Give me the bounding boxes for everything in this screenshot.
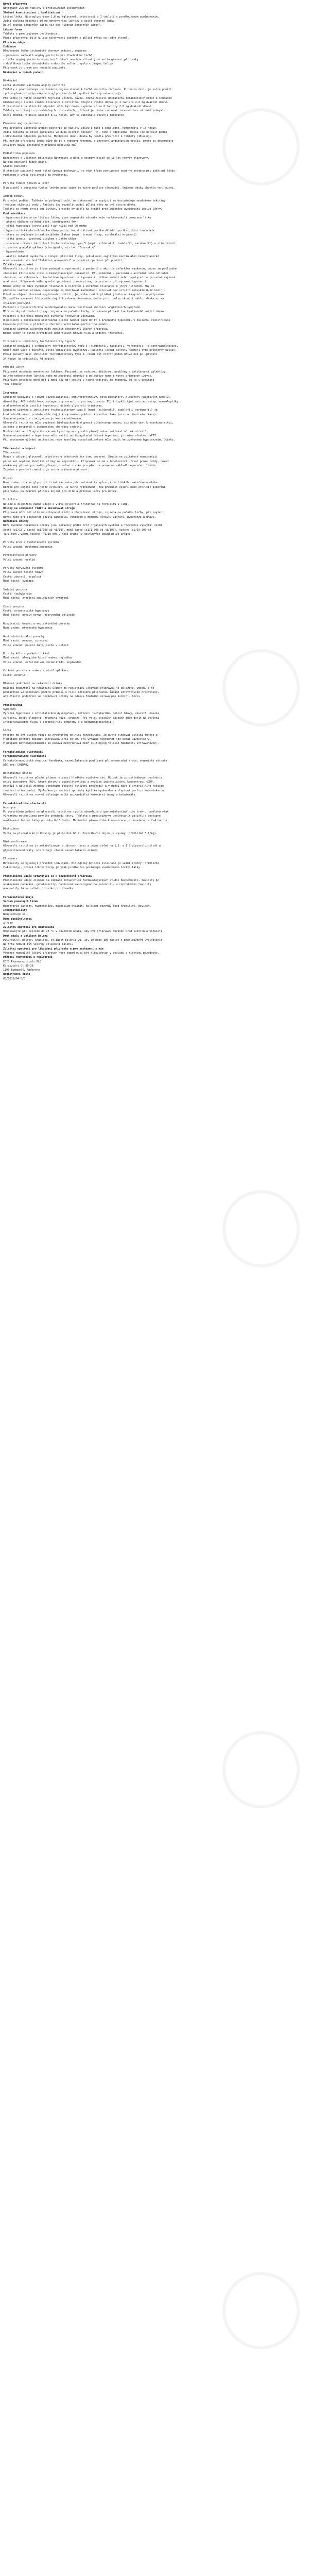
text-line: Velmi časté: bolest hlavy [3,571,43,574]
text-line: Časté: ortostatická hypotenze [3,609,49,613]
text-line: - hypovolémie [3,250,24,254]
text-line: Poruchy kůže a podkožní tkáně [3,652,49,656]
text-line [3,387,306,391]
text-line: Údaje o užívání glyceroli trinitras u těhotných žen jsou omezené. Studie na zvířatech nenaznačují [3,455,158,459]
text-line: Pro léčbu je nutné stanovit nejnižší účinnou dávku, která zajistí dostatečný terapeutický efekt a současně [3,96,172,100]
text-line: Symptomy [3,707,16,711]
text-line: Není známo, zda se glyceroli trinitras nebo jeho metabolity vylučují do lidského mateřského mléka. [3,481,159,485]
text-line: individuální odpovědi pacienta. Maximální denní dávka by neměla překročit 4 tablety (10,4 mg). [3,135,153,139]
text-line: Hlášení podezření na nežádoucí účinky [3,682,62,686]
text-line: Během léčby je nutné pravidelně kontrolovat krevní tlak a srdeční frekvenci. [3,331,124,335]
text-line: Velmi vzácné: methemoglobinémie [3,545,53,549]
text-line: Interakce s inhibitory fosfodiesterázy typu 5 [3,340,75,344]
section-heading: Zvláštní upozornění [3,263,33,267]
text-line: Nesteroidní antiflogistika (kromě kyseliny acetylsalicylové) mohou snižovat účinek nitrátů. [3,430,148,433]
section-heading: Zvláštní opatření pro uchovávání [3,926,54,929]
section-heading: Léková forma [3,28,23,31]
text-line: Jedna tableta se užívá zpravidla ve dvou dílčích dávkách, tj. ráno a odpoledne. Dávku lze upravit podle [3,130,167,134]
text-line: U pacientů s poruchou funkce ledvin nebo jater je nutné pečlivé sledování. Snížení dávky obvykle není nutné. [3,186,175,190]
text-line: Srdeční poruchy [3,588,27,591]
text-line: Tablety se nesmí drtit ani žvýkat, protože by došlo ke ztrátě prodlouženého uvolňování léčivé látky. [3,208,162,211]
text-line: - stavy se zvýšeným intrakraniálním tlakem (např. trauma hlavy, cerebrální krvácení) [3,233,137,237]
text-line: Glyceroli trinitras je třeba podávat s opatrností u pacientů s akutním infarktem myokardu, pouze za pečlivého [3,267,177,271]
text-line: U pacientů s chronickou obstrukční plicní nemocí může dojít k přechodné hypoxémii v důsledku redistribuce [3,318,170,322]
text-line [3,648,306,652]
text-line [3,361,306,365]
text-line: - hypersenzitivita na léčivou látku, jiné organické nitráty nebo na kteroukoli pomocnou látku [3,216,151,219]
section-heading: Indikace [3,45,16,48]
text-line: Níže uvedené nežádoucí účinky jsou seřazeny podle tříd orgánových systémů a frekvence výskytu: velmi [3,524,162,528]
text-line: Eliminace [3,857,18,861]
text-line: Časté: závratě, ospalost [3,575,42,579]
text-line: Časté: astenie [3,673,26,677]
text-line [3,536,306,540]
text-line: Všechen nepoužitý léčivý přípravek nebo odpad musí být zlikvidován v souladu s místními požadavky. [3,951,159,955]
text-line: - současné užívání inhibitorů fosfodiesterázy typu 5 (např. sildenafil, tadalafil, vardenafil) a stimulátorů [3,242,175,245]
text-line: Tablety s prodlouženým uvolňováním nejsou vhodné k léčbě akutního záchvatu. K tomuto účelu je nutné použít [3,88,172,91]
text-line [3,335,306,340]
section-heading: Farmaceutické údaje [3,896,33,900]
text-line: ATC kód: C01DA02 [3,763,29,767]
text-line: snižovat dávku postupně v průběhu několika dnů. [3,143,78,147]
text-line: Uchovávejte při teplotě do 25 °C v původním obalu, aby byl přípravek chráněn před světlem a vlhkostí. [3,930,164,934]
section-heading: Doba použitelnosti [3,917,32,921]
text-line: Dávkování [3,79,18,83]
text-line: Přípravek obsahuje méně než 1 mmol (23 mg) sodíku v jedné tabletě, to znamená, že je v podstatě [3,379,154,382]
section-heading: Farmakologické vlastnosti [3,750,43,754]
text-line [3,549,306,553]
text-line: Riziko pro kojené dítě nelze vyloučit. Je nutno rozhodnout, zda přerušit kojení nebo přerušit podávání [3,485,166,489]
text-line: Pokud pacient užil inhibitor fosfodiesterázy typu 5, nesmí být nitrát podán dříve než po uplynutí [3,353,158,357]
text-line [3,767,306,771]
text-line: dávky nebo při současném požití alkoholu, vzhledem k možnému výskytu závratí, hypotenze a únavy. [3,515,156,519]
text-line: - akutní oběhové selhání (šok, kardiogenní šok) [3,221,78,224]
text-line: Může se objevit bolest hlavy, zejména na počátku léčby; v takovém případě lze krátkodobě snížit dávku. [3,310,166,314]
text-line: - těžká hypotenze (systolický tlak nižší než 90 mmHg) [3,225,88,228]
section-heading: Kontraindikace [3,212,26,215]
text-line: - prevence záchvatů anginy pectoris při dlouhodobé léčbě [3,54,92,57]
text-line: EGIS Pharmaceuticals PLC [3,960,42,963]
text-line: U starších pacientů není nutná úprava dávkování, je však třeba postupovat opatrně zejména při zahájení léčby [3,169,175,173]
text-line: 24 hodin (u tadalafilu 48 hodin). [3,357,56,361]
section-heading: Zvláštní opatření pro likvidaci přípravku a pro zacházení s ním [3,947,104,951]
text-line: Bezpečnost a účinnost přípravku Nitromint u dětí a dospívajících do 18 let nebyly stanoveny. [3,156,150,160]
text-line: Neuplatňuje se. [3,913,27,917]
text-line [3,665,306,669]
text-line: Perorální podání. Tablety se polykají celé, nerozkousané, a zapíjejí se dostatečným množstvím tekutiny [3,199,166,202]
section-heading: Těhotenství a kojení [3,447,35,450]
text-line: intrakraniálního tlaku s cerebrálními symptomy a k methemoglobinémii. [3,720,113,724]
text-line: Přípravek je určen pro dospělé pacienty. [3,66,67,70]
text-line: Celkové poruchy a reakce v místě aplikace [3,669,68,673]
text-line: zejména u pacientů s ischemickou chorobou srdeční. [3,426,83,429]
text-line: Monohydrát laktózy, hypromelóza, magnesium-stearát, koloidní bezvodý oxid křemičitý, povidon. [3,904,151,908]
text-line: Porucha funkce ledvin a jater [3,182,49,185]
text-line: Biotransformace [3,840,27,844]
text-line: Velmi vzácné: pálení žáhy, sucho v ústech [3,643,68,647]
watermark-logo [210,1177,309,1280]
text-line: úplným nedostatkem laktázy nebo malabsorpcí glukózy a galaktózy nemají tento přípravek užívat. [3,374,153,378]
text-line: kontraindikováno, protože může dojít k výraznému poklesu krevního tlaku (viz bod Kontraindikace). [3,413,158,416]
text-line: oxidu dusnatého (NO), který aktivuje guanylátcyklázu a zvyšuje intracelulární koncentraci cGMP. [3,781,154,784]
text-line: Kojení [3,477,13,480]
section-heading: Klinické údaje [3,41,26,44]
text-line: Není známo: přechodná hypoxémie [3,626,53,630]
text-line: 83/1018/94-B/C [3,977,26,980]
text-line [3,853,306,857]
text-line [3,699,306,703]
text-line [3,117,306,122]
text-line: Nitromint 2,6 mg tablety s prodlouženým uvolňováním [3,7,84,10]
text-line: snižovat postupně. [3,301,32,305]
text-line: přípravku, po zvážení přínosu kojení pro dítě a přínosu léčby pro matku. [3,489,118,493]
text-line: Cévní poruchy [3,605,24,608]
text-line: 1106 Budapešť, Maďarsko [3,969,40,972]
text-line: Současné podávání s heparinem může snížit antikoagulační účinek heparinu; je nutné sledovat aPTT. [3,434,158,437]
text-line: noční období) v délce alespoň 8-12 hodin, aby se zabránilo rozvoji tolerance. [3,113,126,117]
text-line: uvolňování léčivé látky po dobu 8-10 hodin. Maximální plazmatické koncentrace je dosaženo za 2-4 hodiny. [3,819,169,822]
text-line: 2-4 minuty), účinek lékové formy je však prodloužen postupným uvolňováním léčivé látky. [3,866,142,869]
text-line: - těžká anémie, uzavřený glaukom s úzkým úhlem [3,238,77,241]
text-line: minimalizuje riziko vzniku tolerance k nitrátům. Obvyklá úvodní dávka je 1 tableta 2,6 mg dvakrát denně. [3,100,169,104]
text-line: zvracení, pocit slabosti, zrudnutí kůže, cyanóza. Při velmi vysokých dávkách může dojít ke zvýšení [3,716,159,720]
text-line: Distribuce [3,827,19,831]
section-heading: Dávkování a způsob podání [3,71,43,74]
text-line: Současné podávání s inhibitory fosfodiesterázy typu 5 (sildenafil, tadalafil, vardenafil) je kontraindikováno, [3,344,178,348]
section-heading: Inkompatibility [3,908,27,912]
text-line: Absorpce [3,806,16,809]
text-line: "bez sodíku". [3,383,24,386]
text-line: Úplný seznam pomocných látek viz bod "Seznam pomocných látek". [3,24,102,27]
text-line: Dlouhodobá léčba ischemické choroby srdeční, zejména: [3,49,88,53]
text-line: Mechanismus účinku [3,772,32,775]
text-line [3,618,306,622]
text-line: diuretiky, ACE inhibitory, antagonisty receptoru pro angiotenzin II, tricyklickými antidepresivy, neuroleptiky [3,400,178,403]
text-line: - léčba anginy pectoris u pacientů, kteří nemohou užívat jiné antianginózní přípravky [3,58,139,61]
text-line: Současné podání s riocigvátem je kontraindikováno. [3,417,83,420]
text-line: aby hlásili podezření na nežádoucí účinky na adresu Státního ústavu pro kontrolu léčiv. [3,695,142,699]
text-line: výraznému metabolismu prvního průchodu játry. Tableta s prodlouženým uvolňováním zajišťuje postupné [3,815,161,818]
text-line [3,823,306,827]
text-line: Pro prevenci záchvatů anginy pectoris se tablety užívají ráno a odpoledne, nejpozději v 16 hodin. [3,126,158,130]
watermark-logo [210,1718,309,1821]
text-line [3,891,306,895]
text-line: Dochází k dilataci zejména venózního řečiště (snížení preloadu) a v menší míře i arteriálního řečiště [3,785,164,788]
text-line: opakovaném podávání, genotoxicity, hodnocení kancerogenního potenciálu a reprodukční toxicity [3,883,151,887]
text-line: v případě potřeby doplnit intravaskulární objem. Při výrazné hypotenzi lze podat vazopresory. [3,738,151,741]
section-heading: Druh obalu a velikost balení [3,934,48,938]
text-line: PVC/PVDC/Al blistr, krabička. Velikost balení: 20, 30, 50 nebo 100 tablet s prodlouženým uvolňováním. [3,939,164,942]
text-line: Po perorálním podání se glyceroli trinitras rychle absorbuje z gastrointestinálního traktu, podléhá však [3,810,169,814]
text-line: Způsob podání [3,195,24,198]
text-line: opatrnost. Přípravek může vyvolat paradoxní zhoršení anginy pectoris při výrazné hypotenzi. [3,280,148,284]
text-line: <1/1 000), velmi vzácné (<1/10 000), není známo (z dostupných údajů nelze určit). [3,532,132,536]
text-line [3,562,306,566]
section-heading: Držitel rozhodnutí o registraci [3,956,53,959]
text-line: Současné podávání s jinými vazodilatancii, antihypertenzivy, beta-blokátory, blokátory kalciových kanálů, [3,396,170,399]
text-line: Tablety se užívají v pravidelných intervalech, přičemž je třeba zachovat interval bez nitrátů (obvykle [3,109,166,113]
text-line: glycerolmononitráty, které mají slabší vazodilatační účinek. [3,849,99,852]
text-line: pokračovat ve sledování poměru přínosů a rizik léčivého přípravku. Žádáme zdravotnické pracovníky, [3,690,159,694]
text-line: neodhalily žádné zvláštní riziko pro člověka. [3,887,75,891]
text-line: Nejsou k dispozici žádné údaje o vlivu glyceroli trinitras na fertilitu u lidí. [3,502,129,506]
text-line: Současné užívání alkoholu může zesílit hypotenzní účinek přípravku. [3,327,110,331]
text-line: Předklinické údaje získané na základě konvenčních farmakologických studií bezpečnosti, toxicity po [3,878,159,882]
text-line: 3 roky [3,921,13,925]
text-line: Pediatrická populace [3,152,35,156]
text-line: V závislosti na klinické odpovědi může být dávka zvýšena až na 2 tablety 2,6 mg dvakrát denně. [3,105,153,109]
text-line: Zejména v prvním trimestru je nutná zvýšená opatrnost. [3,468,89,472]
section-heading: Složení kvantitativní i kvalitativní [3,11,61,14]
text-line: vzhledem k vyšší citlivosti na hypotenzi. [3,173,68,177]
text-line: Glyceroli trinitras působí přímou relaxací hladkého svalstva cév. Účinek je zprostředkován uvolněním [3,776,162,779]
text-line: Keresztúri út 30-38 [3,964,33,968]
text-line: Nejsou dostupné žádné údaje. [3,160,48,164]
text-line: a alkoholem může zesílit hypotenzní účinek glyceroli trinitras. [3,404,104,408]
text-line: Přípravek obsahuje monohydrát laktózy. Pacienti se vzácnými dědičnými problémy s intolerancí galaktózy, [3,370,167,374]
text-line [3,797,306,801]
leaflet-text [3,2,306,981]
section-heading: Návod přípravku [3,3,27,6]
text-line: Léčivá látka: Nitroglycerinum 2,6 mg (glyceroli trinitras) v 1 tabletě s prodlouženým uvolňováním. [3,15,159,19]
text-line: Méně časté: alergické kožní reakce, vyrážka [3,656,72,660]
text-line [3,724,306,728]
text-line [3,177,306,181]
text-line: monitorování, viz bod "Zvláštní upozornění" a zvláštní opatření při použití [3,259,123,262]
text-line: Glyceroli trinitras rovněž dilatuje velké epikardiální koronární tepny a kolaterály. [3,793,137,796]
text-line: Poruchy krve a lymfatického systému [3,541,59,545]
section-heading: Předávkování [3,703,23,707]
text-line [3,631,306,635]
text-line: očekávaný přínos pro matku převyšuje možné riziko pro plod, a pouze na základě doporučení lékaře. [3,464,158,468]
text-line: Těhotenství [3,451,21,455]
text-line [3,870,306,874]
text-line: Během léčby se může vyvinout tolerance k nitrátům a zkřížená tolerance k jiným nitrátům. Aby se [3,284,154,288]
text-line: Glyceroli trinitras je metabolizován v játrech, krvi a cévní stěně na 1,2- a 1,3-glyceroldinitrát a [3,844,161,848]
text-line: Velmi vzácné: neklid [3,558,35,562]
text-line [3,677,306,682]
text-line [3,601,306,605]
text-line: Pacient má být uložen vleže se zvednutými dolními končetinami. Je nutné sledovat vitální funkce a [3,733,158,737]
text-line: (snížení afterloadu). Výsledkem je snížení spotřeby kyslíku myokardem a zlepšení perfuze subendokardu. [3,789,166,792]
text-line: Při náhlém přerušení léčby může dojít k rebound fenoménu a zhoršení anginózních obtíží, proto se doporučuje [3,139,174,143]
text-line: Časté: tachykardie [3,592,32,596]
section-heading: Nežádoucí účinky [3,519,29,523]
section-heading: Účinky na schopnost řídit a obsluhovat stroje [3,507,75,511]
watermark-logo [210,2259,309,2362]
text-line: Respirační, hrudní a mediastinální poruchy [3,622,70,626]
text-line [3,443,306,447]
text-line: Méně časté: nauzea, zvracení [3,639,48,643]
text-line: Hlášení podezření na nežádoucí účinky po registraci léčivého přípravku je důležité. Umožňuje to [3,686,154,690]
text-line [3,190,306,194]
text-line: přímé ani nepřímé škodlivé účinky na reprodukci. Přípravek se má v těhotenství užívat pouze tehdy, pokud [3,460,169,463]
text-line [3,836,306,840]
text-line: Léčba akutního záchvatu anginy pectoris [3,83,65,87]
text-line: Velmi vzácné: exfoliativní dermatitida, angioedém [3,660,81,664]
text-line: Gastrointestinální poruchy [3,635,45,638]
text-line: (nejlépe sklenicí vody). Tablety lze rozdělit podél půlicí rýhy na dvě stejné dávky. [3,203,137,207]
text-line: předešlo snížení účinku, doporučuje se dodržovat každodenní interval bez nitrátů (obvykle 8-12 hodin). [3,289,166,292]
section-heading: Registrační číslo [3,973,30,976]
text-line: Starší pacienti [3,165,27,168]
text-line [3,472,306,477]
text-line: Psychiatrické poruchy [3,554,37,557]
text-line: - hypertrofická obstrukční kardiomyopatie, konstriktivní perikarditida, perikardiální tamponáda [3,229,154,232]
text-line: Tablety s prodlouženým uvolňováním. [3,32,59,36]
text-line: Pacienti s migrénou mohou mít zvýšenou frekvenci záchvatů. [3,314,96,318]
text-line [3,746,306,750]
text-line: Méně časté: zhoršení anginózních symptomů [3,597,68,600]
text-line: Současné užívání s inhibitory fosfodiesterázy typu 5 (např. sildenafil, tadalafil, vardenafil) je [3,409,158,412]
text-line: Fertilita [3,498,18,502]
text-line: Popis přípravku: bílé kulaté bikonvexní tablety s půlicí rýhou na jedné straně. [3,37,129,40]
text-line: Při současném užívání amifostinu nebo kyseliny acetylsalicylové může dojít ke zvýšenému hypotenznímu účinku. [3,438,175,442]
section-heading: Interakce [3,392,18,395]
section-heading: Předklinické údaje vztahující se k bezpečnosti přípravku [3,874,92,878]
text-line: Metabolity se vylučují převážně ledvinami. Biologický poločas eliminace je velmi krátký (přibližně [3,861,159,865]
text-line: časté (≥1/10), časté (≥1/100 až <1/10), méně časté (≥1/1 000 až <1/100), vzácné (≥1/10 000 až [3,528,151,532]
text-line: Pomocné látky [3,366,24,369]
section-heading: Seznam pomocných látek [3,900,38,904]
text-line: Léčba [3,729,11,733]
text-line [3,147,306,151]
text-line: rozpustné guanylátcyklázy (riocigvát), viz bod "Interakce" [3,246,96,249]
text-line: Méně časté: synkopa [3,580,33,583]
text-line: Výrazná hypotenze s ortostatickou dysregulací, reflexní tachykardie, bolest hlavy, závratě, nauzea, [3,712,161,716]
text-line: krevního průtoku v plicích a zhoršení ventilačně-perfuzního poměru. [3,323,110,327]
text-line: Přípravek může mít vliv na schopnost řídit a obsluhovat stroje, zejména na počátku léčby, při zvýšení [3,511,164,515]
text-line: Farmakoterapeutická skupina: kardiaka, vazodilatancia používaná při onemocnění srdce, organické nitráty [3,759,167,762]
section-heading: Farmakokinetické vlastnosti [3,802,46,805]
section-heading: Farmakodynamické vlastnosti [3,755,46,758]
text-line [3,75,306,79]
text-line: - doplňková léčba chronického srdečního selhání spolu s jinými léčivy [3,62,113,66]
text-line [3,494,306,498]
text-line: - akutní infarkt myokardu s nízkými plnicími tlaky, pokud není zajištěno kontinuální hemodynamické [3,255,159,258]
text-line: Glyceroli trinitras může zvyšovat biologickou dostupnost dihydroergotaminu, což může vést k vazokonstrikci, [3,421,174,425]
text-line: Pokud se objeví zhoršení anginózních obtíží, je třeba zvážit přidání jiného antianginózního přípravku. [3,293,166,297]
text-line: rychle působící přípravky nitroglycerinu (sublinguální tablety nebo sprej). [3,92,123,96]
text-line: Poruchy nervového systému [3,567,43,570]
text-line: Prevence anginy pectoris [3,122,42,126]
text-line: Na trhu nemusí být všechny velikosti balení. [3,943,73,946]
text-line: Jedna tableta obsahuje 80 mg monohydrátu laktózy a další pomocné látky. [3,20,116,23]
text-line: Vazba na plazmatické bílkoviny je přibližně 60 %. Distribuční objem je vysoký (přibližně 3 l/kg). [3,832,158,835]
text-line: Při náhlém vysazení léčby může dojít k rebound fenoménu. Léčbu proto nelze ukončit náhle, dávka se má [3,297,164,301]
text-line: Méně časté: návaly horka, zčervenání obličeje [3,614,75,617]
text-line: sledování klinického stavu a hemodynamických parametrů. Při podávání u pacientů s aortální nebo mitrální [3,272,169,275]
text-line: neboť může vést k závažné, život ohrožující hypotenzi. Pacienti léčení nitráty nesmějí tyto přípravky užívat. [3,349,177,352]
text-line: V případě methemoglobinémie se podává methylenová modř (1-2 mg/kg tělesné hmotnosti intravenózně). [3,742,159,745]
text-line: Pacienti s hypertrofickou kardiomyopatií mohou pociťovat zhoršení anginózních symptomů. [3,306,142,310]
text-line [3,583,306,587]
text-line: stenózou, se sklonem k ortostatické hypotenzi, s hypoxémií, těžkou anémií nebo hypotyreózou je nutná zvýšená [3,276,175,279]
